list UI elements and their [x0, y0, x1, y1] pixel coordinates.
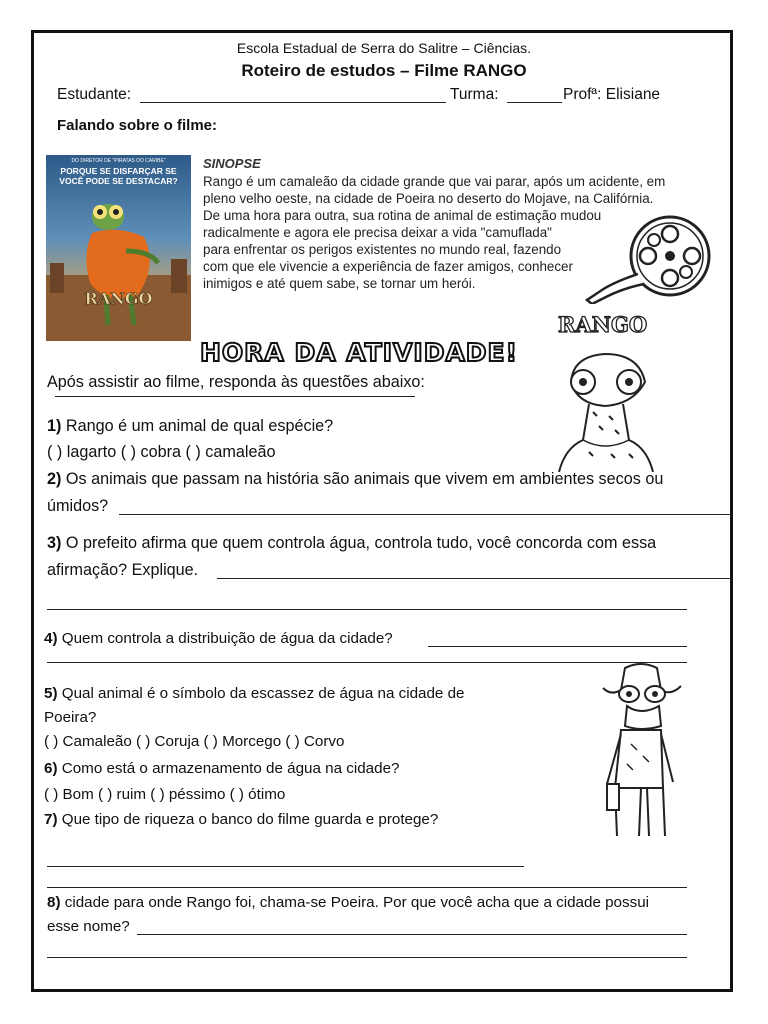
synopsis-line: Rango é um camaleão da cidade grande que vai parar, após um acidente, em — [203, 174, 666, 189]
answer-line[interactable] — [217, 578, 731, 579]
intro-text: Após assistir ao filme, responda às questões abaixo: — [47, 373, 425, 391]
turma-blank[interactable] — [507, 102, 562, 103]
rango-logo: RANGO — [558, 312, 648, 337]
answer-line[interactable] — [47, 866, 524, 867]
divider — [55, 396, 415, 397]
answer-line[interactable] — [47, 662, 687, 663]
question-5: 5) Qual animal é o símbolo da escassez de água na cidade de — [44, 685, 465, 702]
question-5-cont: Poeira? — [44, 709, 97, 726]
synopsis-line: De uma hora para outra, sua rotina de animal de estimação mudou — [203, 208, 602, 223]
question-8: 8) cidade para onde Rango foi, chama-se Poeira. Por que você acha que a cidade possui — [47, 894, 650, 911]
answer-line[interactable] — [47, 957, 687, 958]
question-4: 4) Quem controla a distribuição de água da cidade? — [44, 630, 393, 647]
question-2-cont: úmidos? — [47, 497, 109, 515]
film-reel-icon — [584, 212, 714, 304]
question-1-options[interactable]: ( ) lagarto ( ) cobra ( ) camaleão — [47, 443, 276, 461]
teacher-name: Profª: Elisiane — [563, 86, 661, 103]
student-label: Estudante: — [57, 86, 132, 103]
question-3-cont: afirmação? Explique. — [47, 561, 199, 579]
question-3: 3) O prefeito afirma que quem controla água, controla tudo, você concorda com essa — [47, 534, 657, 552]
answer-line[interactable] — [428, 646, 687, 647]
school-name: Escola Estadual de Serra do Salitre – Ciências. — [236, 40, 532, 56]
worksheet-title: Roteiro de estudos – Filme RANGO — [241, 61, 527, 80]
answer-line[interactable] — [47, 609, 687, 610]
answer-line[interactable] — [47, 887, 687, 888]
question-7: 7) Que tipo de riqueza o banco do filme guarda e protege? — [44, 811, 439, 828]
question-2: 2) Os animais que passam na história são animais que vivem em ambientes secos ou — [47, 470, 664, 488]
question-8-cont: esse nome? — [47, 918, 130, 935]
synopsis-heading: SINOPSE — [203, 156, 261, 171]
student-name-blank[interactable] — [140, 102, 446, 103]
question-6-options[interactable]: ( ) Bom ( ) ruim ( ) péssimo ( ) ótimo — [44, 786, 286, 803]
section-title: Falando sobre o filme: — [57, 117, 218, 134]
question-5-options[interactable]: ( ) Camaleão ( ) Coruja ( ) Morcego ( ) Corvo — [44, 733, 345, 750]
poster-logo: RANGO — [84, 289, 153, 308]
answer-line[interactable] — [137, 934, 687, 935]
synopsis-line: com que ele vivencie a experiência de fazer amigos, conhecer — [203, 259, 573, 274]
turma-label: Turma: — [450, 86, 499, 103]
question-1: 1) Rango é um animal de qual espécie? — [47, 417, 334, 435]
poster-top-text: DO DIRETOR DE "PIRATAS DO CARIBE" — [71, 158, 166, 164]
synopsis-line: radicalmente e agora ele precisa deixar a vida "camuflada" — [203, 225, 552, 240]
rango-sketch-icon — [553, 342, 658, 472]
synopsis-line: para enfrentar os perigos existentes no mundo real, fazendo — [203, 242, 562, 257]
rango-cowboy-icon — [597, 660, 687, 845]
activity-title: HORA DA ATIVIDADE! — [200, 338, 519, 367]
poster-tagline: PORQUE SE DISFARÇAR SE VOCÊ PODE SE DESTACAR? — [59, 166, 178, 186]
question-6: 6) Como está o armazenamento de água na cidade? — [44, 760, 400, 777]
synopsis-line: inimigos e até quem sabe, se tornar um herói. — [203, 276, 476, 291]
synopsis-line: pleno velho oeste, na cidade de Poeira no deserto do Mojave, na Califórnia. — [203, 191, 654, 206]
movie-poster — [46, 155, 191, 341]
chameleon-illustration — [46, 155, 191, 341]
answer-line[interactable] — [119, 514, 731, 515]
